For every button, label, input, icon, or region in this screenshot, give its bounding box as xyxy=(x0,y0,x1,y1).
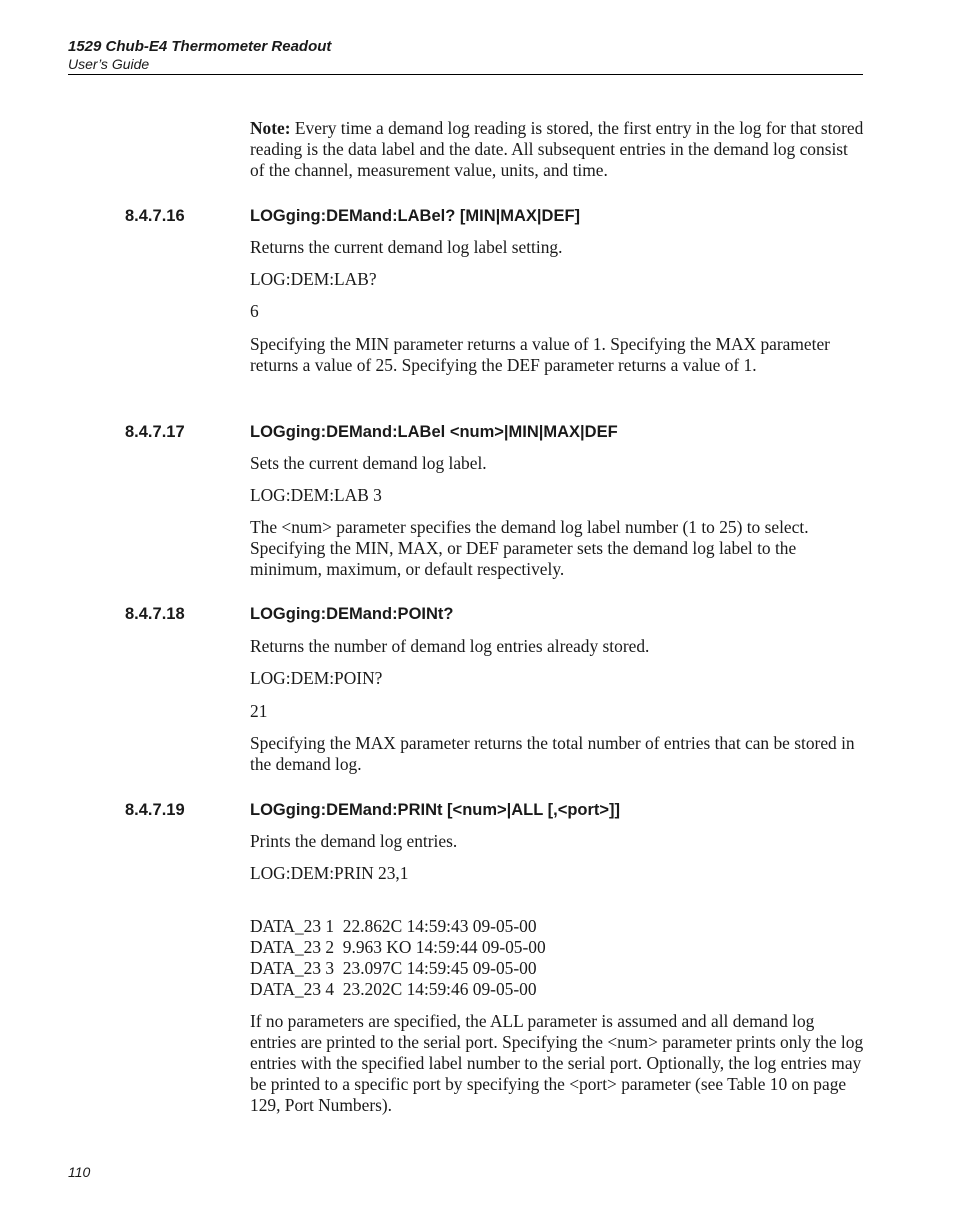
section-number-18: 8.4.7.18 xyxy=(125,605,185,623)
section-title-17: LOGging:DEMand:LABel <num>|MIN|MAX|DEF xyxy=(250,423,618,441)
note-paragraph xyxy=(250,118,865,181)
section-19-command: LOG:DEM:PRIN 23,1 xyxy=(250,863,409,883)
output-line: DATA_23 2 9.963 KO 14:59:44 09-05-00 xyxy=(250,937,546,957)
page-header xyxy=(68,38,863,75)
section-title-16: LOGging:DEMand:LABel? [MIN|MAX|DEF] xyxy=(250,207,581,225)
output-line: DATA_23 4 23.202C 14:59:46 09-05-00 xyxy=(250,979,537,999)
section-17-description: Sets the current demand log label. xyxy=(250,453,487,473)
section-16-response: 6 xyxy=(250,301,259,321)
section-16-command: LOG:DEM:LAB? xyxy=(250,269,377,289)
manual-title: 1529 Chub-E4 Thermometer Readout xyxy=(68,38,332,55)
output-line: DATA_23 3 23.097C 14:59:45 09-05-00 xyxy=(250,958,537,978)
section-title-19: LOGging:DEMand:PRINt [<num>|ALL [,<port>]] xyxy=(250,801,621,819)
output-line: DATA_23 1 22.862C 14:59:43 09-05-00 xyxy=(250,916,537,936)
section-16-description: Returns the current demand log label setting. xyxy=(250,237,563,257)
section-title-18: LOGging:DEMand:POINt? xyxy=(250,605,454,623)
section-number-16: 8.4.7.16 xyxy=(125,207,185,225)
section-19-description: Prints the demand log entries. xyxy=(250,831,458,851)
section-19-detail: If no parameters are specified, the ALL parameter is assumed and all demand log entries are printed to the serial port. Specifying the <num> parameter prints only the log entries with the specified label number to the serial port. Optionally, the log entries may be printed to a specific port by specifying the <port> parameter (see Table 10 on page 129, Port Numbers). xyxy=(250,1011,864,1115)
section-number-17: 8.4.7.17 xyxy=(125,423,185,441)
section-18-description: Returns the number of demand log entries already stored. xyxy=(250,636,650,656)
section-16-detail: Specifying the MIN parameter returns a value of 1. Specifying the MAX parameter returns a value of 25. Specifying the DEF parameter returns a value of 1. xyxy=(250,334,830,375)
note-label: Note: xyxy=(250,118,291,138)
note-text: Every time a demand log reading is stored, the first entry in the log for that stored reading is the data label and the date. All subsequent entries in the demand log consist of the channel, measurement value, units, and time. xyxy=(250,118,864,180)
section-number-19: 8.4.7.19 xyxy=(125,801,185,819)
section-18-response: 21 xyxy=(250,701,268,721)
section-18-detail: Specifying the MAX parameter returns the total number of entries that can be stored in the demand log. xyxy=(250,733,855,774)
section-17-command: LOG:DEM:LAB 3 xyxy=(250,485,382,505)
manual-subtitle: User’s Guide xyxy=(68,56,150,72)
section-17-detail: The <num> parameter specifies the demand log label number (1 to 25) to select. Specifying the MIN, MAX, or DEF parameter sets the demand log label to the minimum, maximum, or default respectively. xyxy=(250,517,809,579)
section-19-output-block xyxy=(250,916,865,1000)
section-18-command: LOG:DEM:POIN? xyxy=(250,668,383,688)
page-number: 110 xyxy=(68,1164,91,1180)
